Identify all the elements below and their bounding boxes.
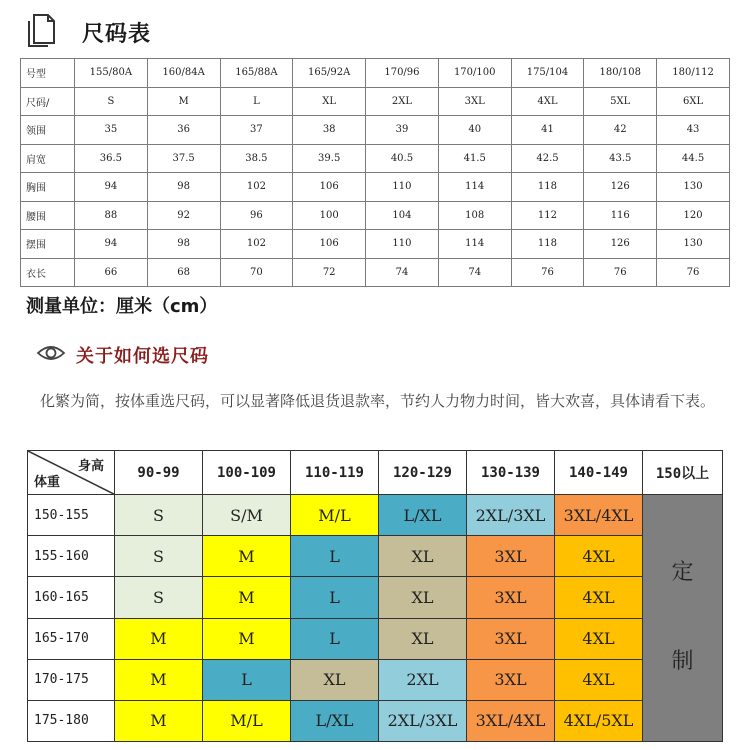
size-cell: 37.5 — [147, 144, 220, 173]
size-row-label: 衣长 — [21, 258, 75, 287]
size-cell: 130 — [657, 173, 730, 202]
weight-range-cell: 150-155 — [28, 495, 115, 536]
weight-row — [28, 659, 723, 700]
height-header-cell: 110-119 — [291, 451, 379, 495]
recommended-size-cell: 2XL — [379, 659, 467, 700]
size-cell: 180/112 — [657, 59, 730, 88]
size-row-label: 胸围 — [21, 173, 75, 202]
recommended-size-cell: 3XL — [467, 618, 555, 659]
size-cell: 118 — [511, 173, 584, 202]
size-cell: 130 — [657, 230, 730, 259]
size-cell: 112 — [511, 201, 584, 230]
size-cell: 120 — [657, 201, 730, 230]
recommended-size-cell: 4XL — [555, 659, 643, 700]
size-cell: 35 — [75, 116, 148, 145]
size-row-label: 号型 — [21, 59, 75, 88]
recommended-size-cell: 3XL — [467, 577, 555, 618]
recommended-size-cell: 3XL — [467, 536, 555, 577]
recommendation-table — [27, 450, 723, 742]
recommended-size-cell: 4XL/5XL — [555, 700, 643, 741]
weight-range-cell: 155-160 — [28, 536, 115, 577]
size-cell: 102 — [220, 230, 293, 259]
size-cell: 110 — [366, 230, 439, 259]
size-cell: 104 — [366, 201, 439, 230]
measurement-unit: 测量单位：厘米（cm） — [26, 296, 218, 317]
recommended-size-cell: S — [115, 495, 203, 536]
weight-axis-label: 体重 — [34, 475, 61, 491]
weight-row — [28, 577, 723, 618]
recommended-size-cell: XL — [379, 577, 467, 618]
size-cell: 5XL — [584, 87, 657, 116]
size-cell: 40.5 — [366, 144, 439, 173]
size-spec-table — [20, 58, 730, 287]
recommended-size-cell: 3XL — [467, 659, 555, 700]
size-cell: 68 — [147, 258, 220, 287]
size-cell: 98 — [147, 173, 220, 202]
size-cell: 165/88A — [220, 59, 293, 88]
recommended-size-cell: M — [203, 618, 291, 659]
size-cell: 126 — [584, 173, 657, 202]
height-header-cell: 100-109 — [203, 451, 291, 495]
size-cell: 114 — [438, 173, 511, 202]
size-cell: 40 — [438, 116, 511, 145]
size-row — [21, 87, 730, 116]
recommended-size-cell: L — [291, 618, 379, 659]
size-cell: 43 — [657, 116, 730, 145]
size-cell: 165/92A — [293, 59, 366, 88]
size-cell: 66 — [75, 258, 148, 287]
size-row — [21, 258, 730, 287]
size-cell: 39.5 — [293, 144, 366, 173]
size-row — [21, 201, 730, 230]
size-cell: L — [220, 87, 293, 116]
recommended-size-cell: 3XL/4XL — [555, 495, 643, 536]
recommended-size-cell: 4XL — [555, 577, 643, 618]
size-cell: 3XL — [438, 87, 511, 116]
recommended-size-cell: M — [203, 577, 291, 618]
size-cell: 160/84A — [147, 59, 220, 88]
how-to-header — [36, 340, 209, 370]
height-header-cell: 90-99 — [115, 451, 203, 495]
size-cell: 2XL — [366, 87, 439, 116]
size-row — [21, 230, 730, 259]
weight-range-cell: 175-180 — [28, 700, 115, 741]
size-row — [21, 173, 730, 202]
size-cell: 98 — [147, 230, 220, 259]
size-cell: 43.5 — [584, 144, 657, 173]
custom-label-char: 定 — [671, 560, 694, 586]
size-row-label: 领围 — [21, 116, 75, 145]
size-row-label: 肩宽 — [21, 144, 75, 173]
recommended-size-cell: XL — [291, 659, 379, 700]
recommended-size-cell: XL — [379, 536, 467, 577]
recommended-size-cell: L/XL — [379, 495, 467, 536]
weight-range-cell: 170-175 — [28, 659, 115, 700]
recommended-size-cell: L — [203, 659, 291, 700]
recommended-size-cell: XL — [379, 618, 467, 659]
recommended-size-cell: M — [115, 618, 203, 659]
size-cell: 126 — [584, 230, 657, 259]
recommended-size-cell: L/XL — [291, 700, 379, 741]
size-cell: 110 — [366, 173, 439, 202]
size-cell: 37 — [220, 116, 293, 145]
corner-cell — [28, 451, 115, 495]
size-cell: 41.5 — [438, 144, 511, 173]
height-axis-label: 身高 — [77, 459, 104, 474]
size-cell: 38 — [293, 116, 366, 145]
recommended-size-cell: M — [115, 659, 203, 700]
size-cell: XL — [293, 87, 366, 116]
how-to-title: 关于如何选尺码 — [76, 346, 209, 367]
page-title: 尺码表 — [82, 21, 152, 47]
size-cell: 94 — [75, 230, 148, 259]
size-cell: 175/104 — [511, 59, 584, 88]
size-cell: 41 — [511, 116, 584, 145]
how-to-description: 化繁为简，按体重选尺码，可以显著降低退货退款率，节约人力物力时间，皆大欢喜，具体请看下表。 — [40, 392, 716, 410]
size-cell: 114 — [438, 230, 511, 259]
weight-range-cell: 165-170 — [28, 618, 115, 659]
height-header-row — [28, 451, 723, 495]
recommended-size-cell: M/L — [203, 700, 291, 741]
size-cell: 118 — [511, 230, 584, 259]
size-cell: 36 — [147, 116, 220, 145]
size-cell: 92 — [147, 201, 220, 230]
size-cell: 170/100 — [438, 59, 511, 88]
height-header-cell: 120-129 — [379, 451, 467, 495]
size-cell: 116 — [584, 201, 657, 230]
size-cell: 106 — [293, 230, 366, 259]
size-cell: 108 — [438, 201, 511, 230]
size-cell: 42 — [584, 116, 657, 145]
size-cell: S — [75, 87, 148, 116]
recommended-size-cell: 3XL/4XL — [467, 700, 555, 741]
size-cell: 100 — [293, 201, 366, 230]
size-cell: 88 — [75, 201, 148, 230]
size-cell: 74 — [438, 258, 511, 287]
recommended-size-cell: S — [115, 577, 203, 618]
size-row — [21, 144, 730, 173]
size-cell: 74 — [366, 258, 439, 287]
custom-label-char: 制 — [671, 649, 694, 675]
recommended-size-cell: 4XL — [555, 618, 643, 659]
size-cell: 170/96 — [366, 59, 439, 88]
size-cell: 4XL — [511, 87, 584, 116]
size-cell: 39 — [366, 116, 439, 145]
size-row — [21, 59, 730, 88]
recommended-size-cell: 4XL — [555, 536, 643, 577]
height-header-cell: 150以上 — [643, 451, 723, 495]
size-row-label: 尺码/ — [21, 87, 75, 116]
recommended-size-cell: M — [115, 700, 203, 741]
custom-order-cell — [643, 495, 723, 742]
weight-range-cell: 160-165 — [28, 577, 115, 618]
size-cell: 44.5 — [657, 144, 730, 173]
size-cell: 36.5 — [75, 144, 148, 173]
recommended-size-cell: L — [291, 536, 379, 577]
weight-row — [28, 618, 723, 659]
eye-icon — [36, 343, 66, 367]
size-cell: 76 — [657, 258, 730, 287]
size-cell: M — [147, 87, 220, 116]
height-header-cell: 140-149 — [555, 451, 643, 495]
size-cell: 155/80A — [75, 59, 148, 88]
size-cell: 76 — [511, 258, 584, 287]
size-cell: 96 — [220, 201, 293, 230]
height-header-cell: 130-139 — [467, 451, 555, 495]
recommended-size-cell: M/L — [291, 495, 379, 536]
size-cell: 76 — [584, 258, 657, 287]
size-cell: 94 — [75, 173, 148, 202]
size-row-label: 腰围 — [21, 201, 75, 230]
size-cell: 180/108 — [584, 59, 657, 88]
size-cell: 70 — [220, 258, 293, 287]
recommended-size-cell: M — [203, 536, 291, 577]
size-row-label: 摆围 — [21, 230, 75, 259]
recommended-size-cell: L — [291, 577, 379, 618]
size-cell: 42.5 — [511, 144, 584, 173]
size-cell: 72 — [293, 258, 366, 287]
weight-row — [28, 536, 723, 577]
size-cell: 102 — [220, 173, 293, 202]
recommended-size-cell: 2XL/3XL — [467, 495, 555, 536]
weight-row — [28, 700, 723, 741]
size-cell: 106 — [293, 173, 366, 202]
size-chart-header — [26, 12, 151, 52]
size-cell: 38.5 — [220, 144, 293, 173]
recommended-size-cell: 2XL/3XL — [379, 700, 467, 741]
recommended-size-cell: S/M — [203, 495, 291, 536]
size-cell: 6XL — [657, 87, 730, 116]
weight-row — [28, 495, 723, 536]
document-icon — [26, 13, 56, 51]
recommended-size-cell: S — [115, 536, 203, 577]
size-row — [21, 116, 730, 145]
